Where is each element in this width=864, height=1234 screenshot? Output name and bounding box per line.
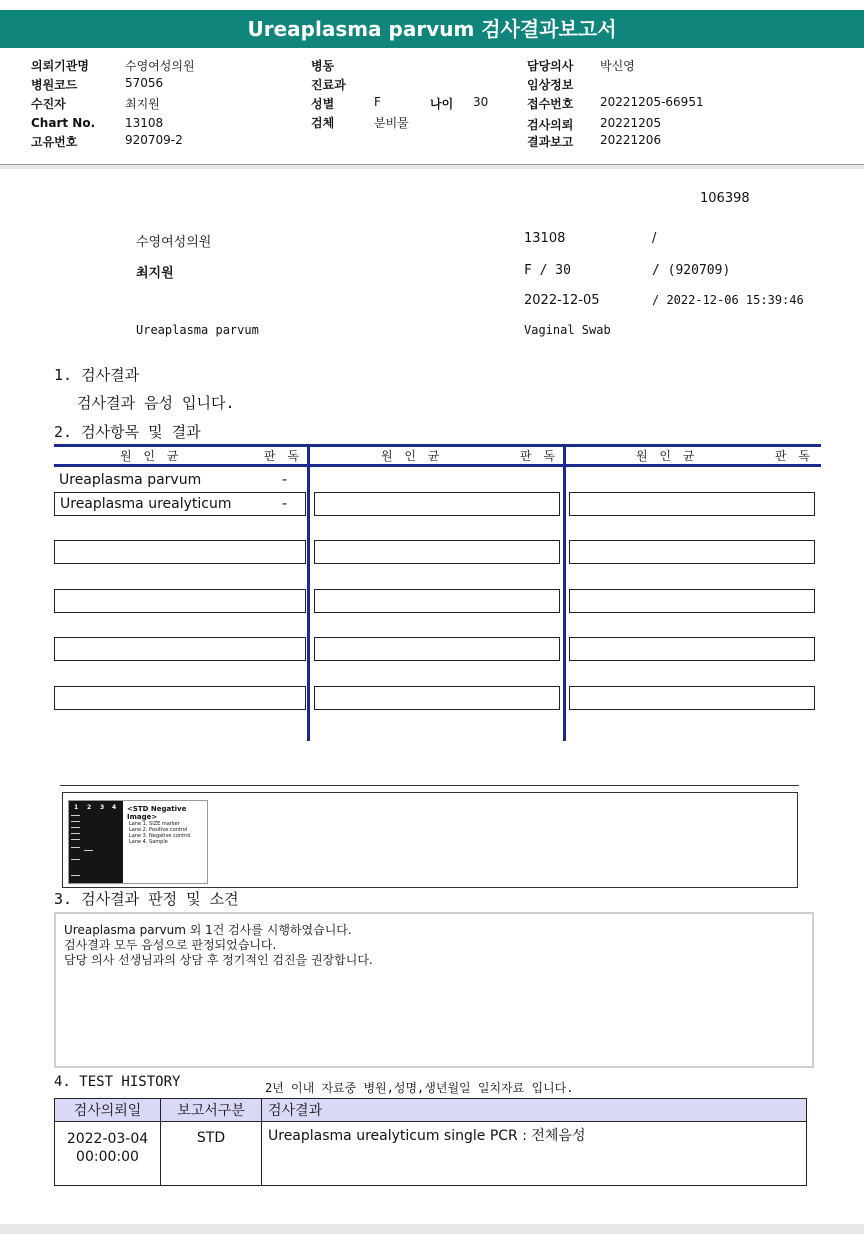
label-patient: 수진자 [31,97,66,111]
marker-band [71,827,80,828]
result-cell [314,589,560,613]
result-cell [569,589,815,613]
label-clinical-info: 임상정보 [527,78,574,92]
result-cell [314,686,560,710]
report-title: Ureaplasma parvum 검사결과보고서 [0,10,864,48]
label-ward: 병동 [311,59,335,73]
label-unique-no: 고유번호 [31,135,78,149]
marker-band [71,833,80,834]
result-cell [314,637,560,661]
result-cell [54,637,306,661]
label-receipt-no: 접수번호 [527,97,574,111]
label-report-date: 결과보고 [527,135,574,149]
history-header-type: 보고서구분 [161,1099,262,1122]
result-cell [569,637,815,661]
positive-control-band [84,850,93,851]
lane-number: 2 [87,804,92,811]
info-slash: / [652,231,657,246]
info-sex-age: F / 30 [524,263,571,278]
results-column-divider-2 [563,444,566,741]
results-table-header-line [54,464,821,467]
gel-image [68,800,208,884]
col-result-header-2: 판 독 [520,449,559,463]
marker-band [71,875,80,876]
gel-legend-item: Lane 2. Positive control [129,827,188,833]
section1-title: 1. 검사결과 [54,366,140,384]
footer-bar [0,1224,864,1234]
info-birth: / (920709) [652,263,731,278]
info-patient-name: 최지원 [136,266,174,281]
info-specimen: Vaginal Swab [524,323,611,337]
gel-legend-item: Lane 4. Sample [129,839,168,845]
label-age: 나이 [430,97,454,111]
results-column-divider-1 [307,444,310,741]
table-row [55,1122,807,1186]
info-institution: 수영여성의원 [136,235,212,250]
value-doctor: 박신영 [600,59,635,73]
label-doctor: 담당의사 [527,59,574,73]
gel-legend-item: Lane 1. SIZE marker [129,821,180,827]
value-receipt-no: 20221205-66951 [600,95,704,109]
result-row-1-name: Ureaplasma parvum [59,472,202,488]
col-result-header-3: 판 독 [775,449,814,463]
label-request-date: 검사의뢰 [527,118,574,132]
header-divider-shadow [0,165,864,169]
result-cell [314,540,560,564]
result-row-1-result: - [282,472,288,488]
history-result: Ureaplasma urealyticum single PCR : 전체음성 [262,1122,807,1186]
section2-title: 2. 검사항목 및 결과 [54,423,201,441]
label-department: 진료과 [311,78,346,92]
opinion-line: 검사결과 모두 음성으로 판정되었습니다. [64,938,277,952]
value-report-date: 20221206 [600,133,662,147]
history-time: 00:00:00 [76,1149,139,1165]
marker-band [71,821,80,822]
result-cell [54,589,306,613]
history-header-result: 검사결과 [262,1099,807,1122]
info-date-reported: / 2022-12-06 15:39:46 [652,293,804,307]
lane-number: 1 [74,804,79,811]
lane-number: 4 [112,804,117,811]
value-unique-no: 920709-2 [125,133,183,147]
result-cell [569,686,815,710]
value-age: 30 [473,95,489,109]
info-date-received: 2022-12-05 [524,293,600,308]
lane-number: 3 [100,804,105,811]
section3-title: 3. 검사결과 판정 및 소견 [54,890,239,908]
result-cell [314,492,560,516]
value-request-date: 20221205 [600,116,662,130]
section4-title: 4. TEST HISTORY [54,1074,181,1090]
history-date: 2022-03-04 [66,1131,149,1147]
history-table [54,1098,807,1186]
info-test-name: Ureaplasma parvum [136,323,259,337]
result-row-2-result: - [282,496,288,512]
label-institution: 의뢰기관명 [31,59,89,73]
result-cell [54,540,306,564]
result-row-2-name: Ureaplasma urealyticum [60,496,232,512]
value-chart-no: 13108 [125,116,164,130]
col-pathogen-header-1: 원 인 균 [120,449,183,463]
gel-legend-item: Lane 3. Negative control [129,833,191,839]
image-section-rule [60,785,799,786]
gel-photo [69,801,123,883]
gel-title: <STD Negative Image> [127,805,187,821]
section1-result-text: 검사결과 음성 입니다. [77,394,235,412]
col-result-header-1: 판 독 [264,449,303,463]
result-cell [54,686,306,710]
label-chart-no: Chart No. [31,116,96,130]
value-sex: F [374,95,381,109]
opinion-line: 담당 의사 선생님과의 상담 후 정기적인 검진을 권장합니다. [64,953,373,967]
sample-number: 106398 [700,191,750,206]
history-header-date: 검사의뢰일 [55,1099,161,1122]
label-specimen: 검체 [311,116,335,130]
value-hospital-code: 57056 [125,76,164,90]
label-hospital-code: 병원코드 [31,78,78,92]
label-sex: 성별 [311,97,335,111]
marker-band [71,859,80,860]
marker-band [71,815,80,816]
history-date-cell [55,1122,161,1186]
value-specimen: 분비물 [374,116,409,130]
value-institution: 수영여성의원 [125,59,195,73]
opinion-line: Ureaplasma parvum 외 1건 검사를 시행하였습니다. [64,923,352,937]
value-patient: 최지원 [125,97,160,111]
result-cell [569,540,815,564]
info-chart: 13108 [524,231,566,246]
col-pathogen-header-2: 원 인 균 [381,449,444,463]
history-type: STD [161,1122,262,1186]
result-cell [569,492,815,516]
col-pathogen-header-3: 원 인 균 [636,449,699,463]
marker-band [71,847,80,848]
marker-band [71,839,80,840]
history-note: 2년 이내 자료중 병원,성명,생년월일 일치자료 입니다. [265,1081,574,1095]
